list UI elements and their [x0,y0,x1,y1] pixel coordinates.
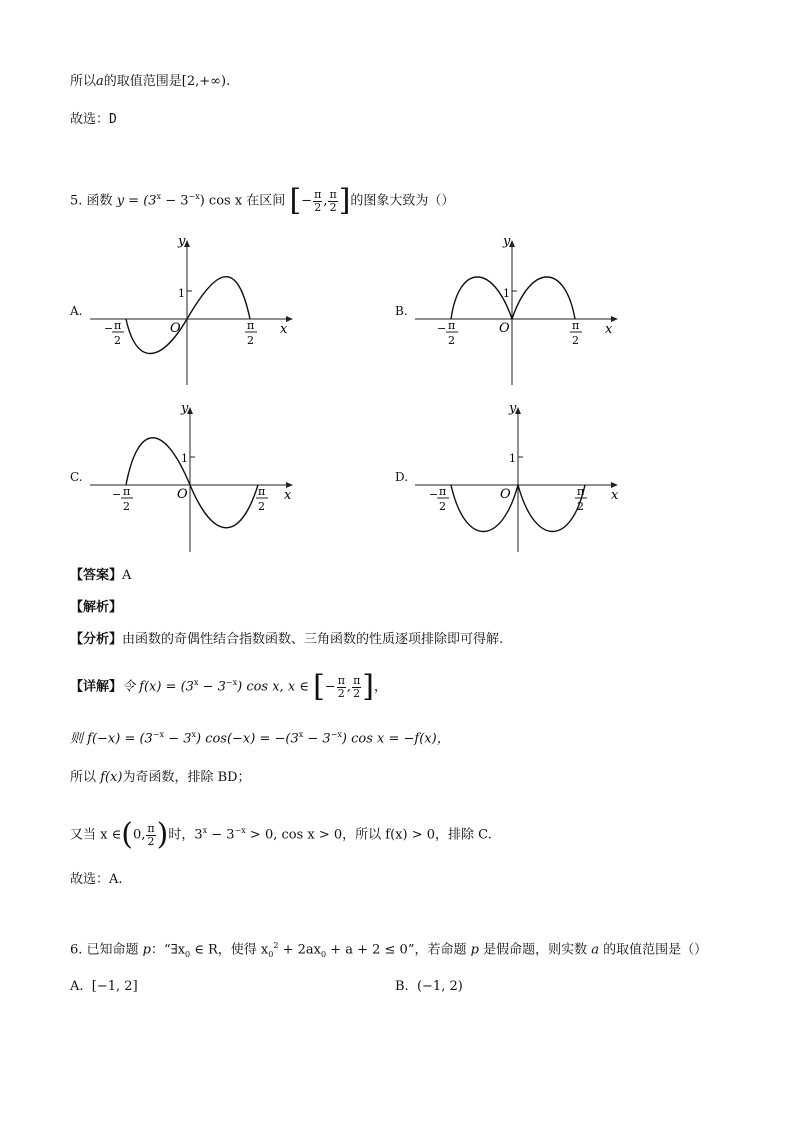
math-sup: −x [188,192,200,202]
text-segment: . [226,74,231,89]
fraction-num: π [147,821,155,835]
two-label: 2 [114,334,121,347]
pi-label: π [123,485,131,498]
math-expr: 令 f(x) = (3 [122,679,194,695]
math-sep: , [323,193,328,209]
graph-c [90,402,300,561]
one-label: 1 [509,452,516,465]
option-value: (−1, 2) [416,979,463,994]
bracket: [ [313,669,325,704]
odd-line [70,768,251,788]
two-label: 2 [572,334,579,347]
text-segment: 的取值范围是 [103,74,182,89]
q6-stem [70,936,707,965]
text-segment: 是假命题，则实数 [478,942,592,958]
math-sub: 0 [320,949,327,959]
option-a-label: A. [70,304,83,318]
one-label: 1 [178,287,185,300]
text-segment: 6. 已知命题 [70,942,143,958]
choose-d-line: 故选：D [70,112,117,127]
math-expr: ) cos x = −f(x)， [341,731,450,747]
math-expr: f(x) [100,770,123,785]
detail-line [70,669,388,704]
text-segment: + a + 2 ≤ 0”，若命题 [326,942,471,958]
fraction [146,823,155,848]
text-segment: 5. 函数 [70,193,113,209]
math-sup: −x [330,730,342,739]
math-expr: − 3 [161,193,189,209]
fraction-den: 2 [314,200,322,214]
math-expr: − 3 [164,731,192,747]
math-sup: x [202,826,208,836]
neg-sign: − [429,488,439,501]
conclusion-line [70,72,230,92]
fenxi-tag: 【分析】 [70,632,123,647]
math-expr: ) cos x [199,193,243,209]
fenxi-text: 由函数的奇偶性结合指数函数、三角函数的性质逐项排除即可得解. [122,632,504,647]
choose-a-line: 故选：A. [70,872,123,887]
analysis-heading [70,598,122,618]
fenxi-line [70,630,503,650]
math-sup: x [191,730,196,739]
option-label: A. [70,979,84,994]
text-segment: 为奇函数，排除 BD； [122,770,251,785]
fraction-num: π [329,187,337,201]
pi-label: π [258,485,266,498]
curve-b [451,277,575,319]
detail-tag: 【详解】 [70,679,123,695]
math-range: [2,+∞) [181,74,227,89]
origin-label: O [170,321,181,336]
math-sub: 0 [185,949,191,959]
pi-label: π [114,319,122,332]
math-var: a [591,942,599,958]
fraction-num: π [353,673,361,687]
text-segment: ， [374,679,388,695]
math-expr: − 3 [303,731,331,747]
bracket: ) [156,817,169,852]
text-segment: > 0, cos x > 0，所以 f(x) > 0，排除 C. [245,827,492,843]
pi-label: π [572,319,580,332]
text-segment: ：“∃x [151,942,186,958]
pi-label: π [448,319,456,332]
option-value: [−1, 2] [91,979,138,994]
two-label: 2 [123,500,130,513]
one-label: 1 [181,452,188,465]
math-expr: y = (3 [116,193,157,209]
fraction-den: 2 [147,834,155,848]
pi-label: π [439,485,447,498]
bracket: ] [338,183,351,218]
text-segment: 时，3 [168,827,203,843]
math-sep: , [141,827,146,843]
x-label: x [280,322,288,337]
math-sup: −x [152,730,165,739]
origin-label: O [499,321,510,336]
math-sep: , [346,679,352,695]
math-sign: − [324,679,336,695]
math-sup: −x [225,678,238,688]
q6-option-b [395,977,463,997]
two-label: 2 [439,500,446,513]
math-expr: 则 f(−x) = (3 [70,731,153,747]
math-sup: x [156,192,162,202]
text-segment: 在区间 [242,193,286,209]
neg-sign: − [437,322,447,335]
math-var: a [96,74,104,89]
x-label: x [284,488,292,503]
two-label: 2 [448,334,455,347]
graph-a [90,235,300,394]
q6-option-a [70,977,138,997]
fraction-den: 2 [337,686,345,700]
fraction [352,675,361,700]
math-sup: x [298,730,304,739]
text-segment: + 2ax [278,942,321,958]
text-segment: 所以 [70,770,101,785]
y-label: y [509,401,517,416]
bracket: ( [121,817,133,852]
two-label: 2 [577,500,584,513]
option-label: B. [395,979,409,994]
y-label: y [178,234,186,249]
also-line [70,817,492,852]
text-segment: 又当 x ∈ [70,827,122,843]
fraction [337,675,346,700]
math-num: 0 [132,827,142,843]
option-c-label: C. [70,470,83,484]
two-label: 2 [247,334,254,347]
math-var: p [470,942,479,958]
option-b-label: B. [395,304,408,318]
curve-c [126,438,258,528]
pi-label: π [577,485,585,498]
text-segment: ∈ R，使得 x [190,942,269,958]
y-label: y [503,234,511,249]
origin-label: O [500,487,511,502]
answer-line [70,566,131,586]
y-label: y [181,401,189,416]
analysis-tag: 【解析】 [70,600,123,615]
math-sup: −x [234,826,246,836]
math-expr: ) cos x, x ∈ [237,679,309,695]
pi-label: π [247,319,255,332]
neg-sign: − [112,488,122,501]
text-segment: − 3 [207,827,235,843]
x-label: x [611,488,619,503]
math-sign: − [301,193,313,209]
math-sup: 2 [273,941,279,950]
fraction [313,189,322,214]
fraction-num: π [337,673,345,687]
math-sup: x [193,678,199,688]
graph-d [415,402,625,561]
math-sub: 0 [268,949,274,959]
f-neg-line [70,725,450,749]
curve-a [126,277,250,354]
bracket: ] [362,669,375,704]
option-d-label: D. [395,470,409,484]
answer-value: A [122,568,132,583]
origin-label: O [177,487,188,502]
text-segment: 的取值范围是（） [598,942,708,958]
math-expr: ) cos(−x) = −(3 [195,731,299,747]
two-label: 2 [258,500,265,513]
text-segment: 所以 [70,74,97,89]
x-label: x [605,322,613,337]
answer-tag: 【答案】 [70,568,123,583]
math-var: p [142,942,151,958]
neg-sign: − [104,322,114,335]
bracket: [ [289,183,302,218]
fraction-den: 2 [329,200,337,214]
graph-b [415,235,625,394]
fraction-den: 2 [353,686,361,700]
math-expr: − 3 [198,679,226,695]
q5-stem [70,183,455,218]
one-label: 1 [503,287,510,300]
fraction [328,189,337,214]
fraction-num: π [314,187,322,201]
text-segment: 的图象大致为（） [350,193,455,209]
